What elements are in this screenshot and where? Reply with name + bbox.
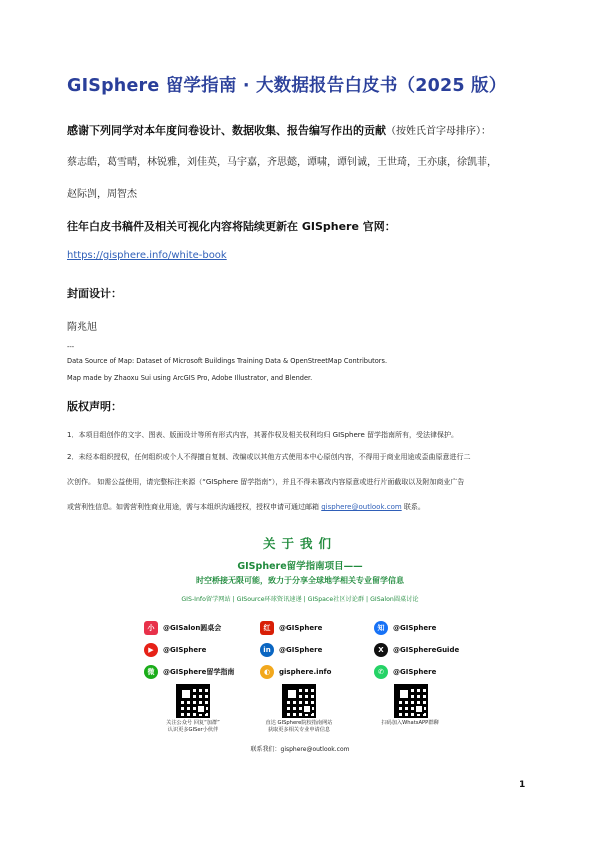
- social-account-label: @GISphere: [393, 624, 437, 632]
- whatsapp-icon: ✆: [374, 665, 388, 679]
- archive-heading: 往年白皮书稿件及相关可视化内容将陆续更新在 GISphere 官网：: [67, 220, 396, 233]
- about-us-channels: GIS-Info留学网站 | GISource环球资讯速递 | GISpace社区讨论群 | GISalon圆桌讨论: [181, 596, 419, 603]
- page-title: GISphere 留学指南 · 大数据报告白皮书（2025 版）: [67, 76, 507, 96]
- weibo-red-icon: 红: [260, 621, 274, 635]
- social-account-label: @GISphere: [279, 646, 323, 654]
- social-account-youtube[interactable]: [144, 643, 206, 657]
- x-icon: X: [374, 643, 388, 657]
- whatsapp-qr-code: [394, 684, 428, 718]
- about-us-title: 关于我们: [262, 536, 337, 551]
- page-number: 1: [519, 780, 526, 790]
- copyright-paragraph-2b: 次创作。 如需公益使用，请完整标注来源（“GISphere 留学指南”），并且不得未篡改内容原意或进行片面截取以及附加商业广告: [67, 478, 465, 486]
- social-account-label: @GISalon圆桌会: [163, 624, 222, 632]
- youtube-icon: ▶: [144, 643, 158, 657]
- thanks-heading-text: 感谢下列同学对本年度问卷设计、数据收集、报告编写作出的贡献: [67, 124, 386, 137]
- social-account-label: @GISphereGuide: [393, 646, 460, 654]
- thanks-heading: [67, 122, 491, 138]
- zhihu-icon: 知: [374, 621, 388, 635]
- social-account-label: gisphere.info: [279, 668, 332, 676]
- website-icon: ◐: [260, 665, 274, 679]
- about-us-subtitle: GISphere留学指南项目——: [237, 561, 363, 572]
- about-us-tagline: 时空桥接无限可能，致力于分享全球地学相关专业留学信息: [196, 576, 404, 585]
- social-account-label: @GISphere留学指南: [163, 668, 235, 676]
- copyright-paragraph-1: 1．本项目组创作的文字、图表、版面设计等所有形式内容，其著作权及相关权利均归 GISphere 留学指南所有，受法律保护。: [67, 431, 459, 439]
- social-account-label: @GISphere: [393, 668, 437, 676]
- linkedin-icon: in: [260, 643, 274, 657]
- white-book-link[interactable]: https://gisphere.info/white-book: [67, 250, 227, 261]
- social-account-label: @GISphere: [279, 624, 323, 632]
- social-account-weibo-red[interactable]: [260, 621, 322, 635]
- about-us-contact: 联系我们：gisphere@outlook.com: [250, 746, 350, 753]
- website-qr-code: [282, 684, 316, 718]
- wechat-qr-code: [176, 684, 210, 718]
- social-account-website[interactable]: [260, 665, 331, 679]
- copyright-paragraph-2c: [67, 502, 537, 512]
- xiaohongshu-icon: 小: [144, 621, 158, 635]
- whatsapp-qr-caption: 扫码加入WhatsAPP群聊: [381, 720, 439, 726]
- map-credit: Map made by Zhaoxu Sui using ArcGIS Pro, Adobe Illustrator, and Blender.: [67, 374, 313, 382]
- social-account-linkedin[interactable]: [260, 643, 322, 657]
- contributors-line-1: 蔡志皓，葛雪晴，林锐雅，刘佳英，马宇嘉，齐思懿，谭啸，谭钊诚，王世琦，王亦康，徐凯菲，: [67, 157, 497, 168]
- about-us-card: [140, 528, 460, 754]
- social-account-zhihu[interactable]: [374, 621, 436, 635]
- map-data-source: Data Source of Map: Dataset of Microsoft Buildings Training Data & OpenStreetMap Contributors.: [67, 357, 388, 365]
- copyright-heading: 版权声明：: [67, 400, 122, 413]
- social-account-xiaohongshu[interactable]: [144, 621, 221, 635]
- social-account-label: @GISphere: [163, 646, 207, 654]
- cover-heading: 封面设计：: [67, 287, 122, 300]
- wechat-qr-caption: 关注公众号 回复“加群” 认识更多GISer小伙伴: [166, 720, 220, 733]
- contributors-line-2: 赵际剀，周智杰: [67, 189, 137, 200]
- copyright-paragraph-2a: 2．未经本组织授权，任何组织或个人不得擅自复制、改编或以其他方式使用本中心原创内容，不得用于商业用途或歪曲原意进行二: [67, 453, 471, 461]
- copyright-contact-suffix: 联系。: [401, 503, 425, 511]
- social-account-whatsapp[interactable]: [374, 665, 436, 679]
- cover-designer: 隋兆旭: [67, 322, 97, 333]
- social-account-x[interactable]: [374, 643, 459, 657]
- copyright-paragraph-2c-text: 或营利性信息。如需营利性商业用途，需与本组织沟通授权，授权申请可通过邮箱: [67, 503, 319, 511]
- copyright-email-link[interactable]: gisphere@outlook.com: [321, 503, 402, 511]
- wechat-icon: 微: [144, 665, 158, 679]
- archive-link-row: [67, 250, 227, 261]
- website-qr-caption: 直达 GISphere院校指南网站 获取更多相关专业申请信息: [265, 720, 333, 733]
- separator-text: ---: [67, 343, 75, 351]
- thanks-note: （按姓氏首字母排序）：: [386, 126, 491, 137]
- social-account-wechat[interactable]: [144, 665, 234, 679]
